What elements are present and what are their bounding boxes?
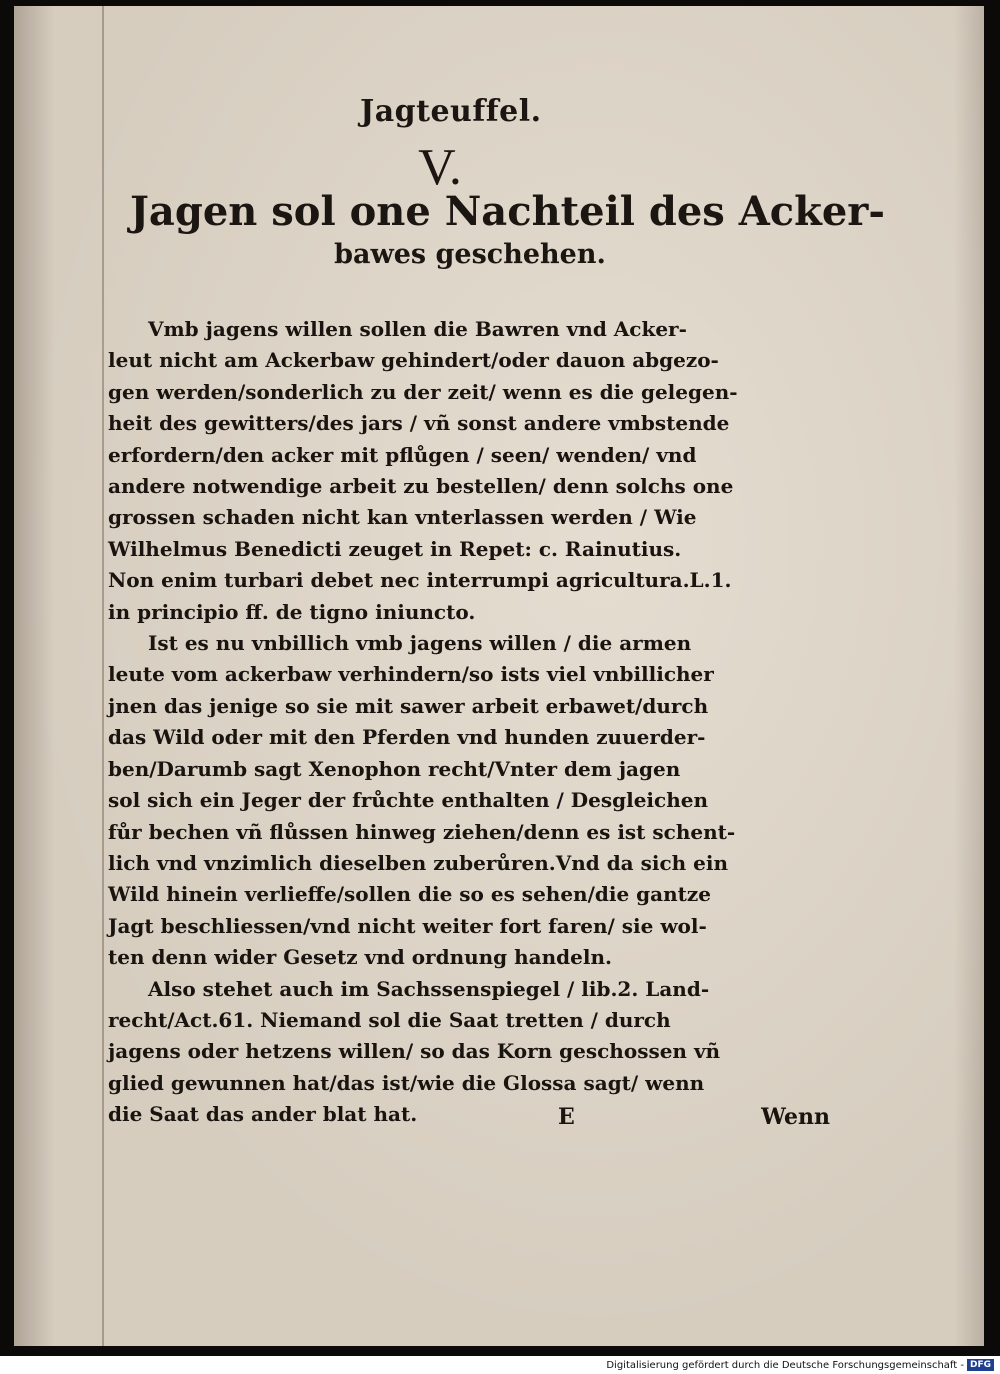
page-gutter (102, 6, 104, 1346)
text-line: ten denn wider Gesetz vnd ordnung handeln. (108, 945, 612, 970)
chapter-number: V. (418, 139, 462, 196)
text-line: leut nicht am Ackerbaw gehindert/oder dauon abgezo- (108, 348, 719, 373)
text-line: sol sich ein Jeger der frůchte enthalten / Desgleichen (108, 788, 709, 813)
text-line: heit des gewitters/des jars / vñ sonst andere vmbstende (108, 411, 730, 436)
chapter-title (130, 188, 885, 270)
text-line: jagens oder hetzens willen/ so das Korn geschossen vñ (108, 1039, 721, 1064)
text-line: grossen schaden nicht kan vnterlassen werden / Wie (108, 505, 697, 530)
text-line: Non enim turbari debet nec interrumpi agricultura.L.1. (108, 568, 732, 593)
text-line: jnen das jenige so sie mit sawer arbeit erbawet/durch (108, 693, 709, 718)
running-head: Jagteuffel. (360, 94, 542, 129)
credit-text: Digitalisierung gefördert durch die Deutsche Forschungsgemeinschaft - (606, 1359, 964, 1371)
text-line: in principio ff. de tigno iniuncto. (108, 599, 476, 624)
text-line: leute vom ackerbaw verhindern/so ists viel vnbillicher (108, 662, 714, 687)
text-line: fůr bechen vñ flůssen hinweg ziehen/denn es ist schent- (108, 819, 736, 844)
text-line: gen werden/sonderlich zu der zeit/ wenn es die gelegen- (108, 379, 738, 404)
text-line: ben/Darumb sagt Xenophon recht/Vnter dem jagen (108, 756, 681, 781)
text-line: Ist es nu vnbillich vmb jagens willen / die armen (148, 631, 692, 656)
text-line: Jagt beschliessen/vnd nicht weiter fort faren/ sie wol- (108, 913, 707, 938)
text-line: Wilhelmus Benedicti zeuget in Repet: c. Rainutius. (108, 536, 682, 561)
text-line: Vmb jagens willen sollen die Bawren vnd Acker- (148, 317, 687, 341)
catchword: Wenn (761, 1104, 830, 1130)
text-line: glied gewunnen hat/das ist/wie die Glossa sagt/ wenn (108, 1070, 705, 1095)
text-line: erfordern/den acker mit pflůgen / seen/ wenden/ vnd (108, 442, 697, 467)
signature-mark: E (558, 1104, 575, 1130)
body-text (108, 314, 828, 1131)
text-line: das Wild oder mit den Pferden vnd hunden zuuerder- (108, 725, 706, 750)
catchwords (540, 1104, 830, 1138)
dfg-logo: DFG (967, 1359, 994, 1371)
text-line: die Saat das ander blat hat. (108, 1102, 418, 1127)
chapter-title-line-1: Jagen sol one Nachteil des Acker- (130, 188, 885, 235)
digitization-credit (606, 1358, 994, 1372)
text-line: andere notwendige arbeit zu bestellen/ denn solchs one (108, 474, 734, 499)
chapter-title-line-2: bawes geschehen. (334, 239, 606, 270)
text-line: Wild hinein verlieffe/sollen die so es sehen/die gantze (108, 882, 711, 907)
text-line: Also stehet auch im Sachssenspiegel / lib.2. Land- (148, 976, 710, 1001)
text-line: lich vnd vnzimlich dieselben zuberůren.Vnd da sich ein (108, 850, 729, 875)
text-line: recht/Act.61. Niemand sol die Saat tretten / durch (108, 1007, 671, 1032)
